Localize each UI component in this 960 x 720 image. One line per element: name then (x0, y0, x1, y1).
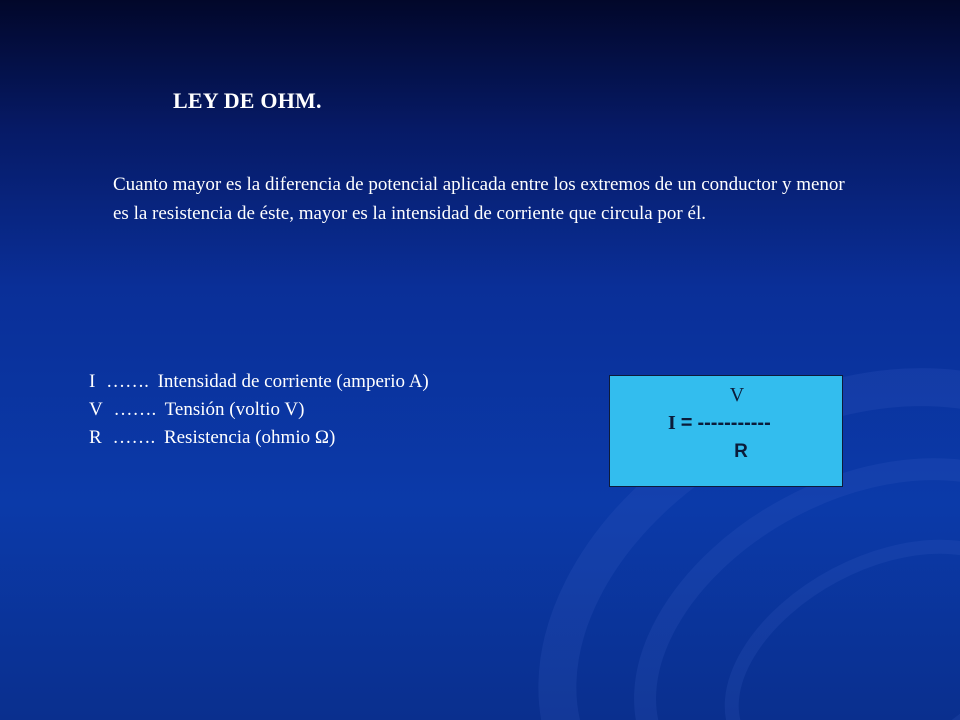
formula-line (668, 412, 771, 435)
formula-equals: = (680, 412, 693, 434)
formula-denominator: R (734, 441, 748, 462)
formula-fraction-bar: ----------- (697, 412, 771, 434)
formula-numerator: V (729, 384, 745, 406)
legend-dots: ……. (112, 427, 156, 448)
background-swoosh (460, 260, 960, 720)
legend-dots: ……. (106, 371, 149, 392)
legend-symbol: R (89, 427, 102, 448)
legend-row-voltage (89, 396, 429, 424)
legend-row-resistance (89, 424, 429, 452)
legend-description: Resistencia (ohmio Ω) (163, 427, 336, 448)
variable-legend (89, 368, 429, 452)
legend-dots: ……. (113, 399, 157, 420)
definition-paragraph: Cuanto mayor es la diferencia de potencial aplicada entre los extremos de un conductor y menor es la resistencia de éste, mayor es la intensidad de corriente que circula por él. (113, 174, 845, 224)
ohm-formula-box (609, 375, 843, 487)
formula-lhs: I (668, 412, 676, 434)
slide-title: LEY DE OHM. (173, 88, 322, 113)
legend-symbol: V (89, 399, 103, 420)
legend-symbol: I (89, 371, 96, 392)
legend-row-current (89, 368, 429, 396)
legend-description: Tensión (voltio V) (164, 399, 305, 420)
legend-description: Intensidad de corriente (amperio A) (157, 371, 429, 392)
